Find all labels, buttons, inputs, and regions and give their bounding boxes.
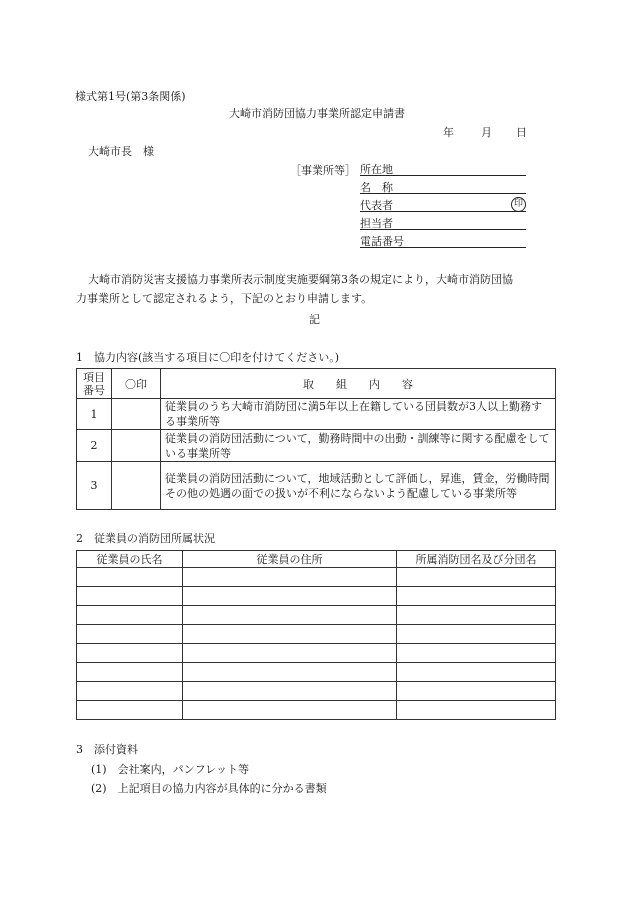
fire-unit-cell[interactable]	[397, 587, 556, 606]
fire-unit-cell[interactable]	[397, 568, 556, 587]
section1-heading: 1 協力内容(該当する項目に〇印を付けてください。)	[76, 351, 340, 364]
employee-name-cell[interactable]	[77, 663, 183, 682]
col-employee-address: 従業員の住所	[183, 551, 397, 568]
col-item-no	[77, 369, 112, 399]
employee-name-cell[interactable]	[77, 682, 183, 701]
applicant-field-representative[interactable]	[360, 197, 526, 212]
section2-heading: 2 従業員の消防団所属状況	[76, 532, 215, 545]
table-row	[77, 625, 556, 644]
employee-name-cell[interactable]	[77, 568, 183, 587]
fire-unit-cell[interactable]	[397, 606, 556, 625]
employee-address-cell[interactable]	[183, 663, 397, 682]
table-row	[77, 462, 556, 510]
employee-address-cell[interactable]	[183, 682, 397, 701]
fire-unit-cell[interactable]	[397, 625, 556, 644]
item-content: 従業員の消防団活動について，勤務時間中の出動・訓練等に関する配慮をしている事業所等	[161, 430, 556, 462]
date-day[interactable]: 日	[516, 126, 527, 139]
date-year[interactable]: 年	[443, 126, 454, 139]
field-label: 担当者	[360, 217, 393, 230]
employee-address-cell[interactable]	[183, 606, 397, 625]
body-line-2: 力事業所として認定されるよう，下記のとおり申請します。	[76, 292, 373, 305]
field-label: 電話番号	[360, 235, 404, 248]
applicant-field-phone[interactable]	[360, 233, 526, 248]
cooperation-table	[76, 368, 556, 510]
col-item-no-label: 項目 番号	[83, 370, 105, 397]
ki-mark: 記	[309, 313, 320, 326]
mark-cell[interactable]	[112, 399, 161, 430]
attachment-item: (2) 上記項目の協力内容が具体的に分かる書類	[91, 782, 327, 795]
form-number: 様式第1号(第3条関係)	[75, 90, 186, 103]
item-content: 従業員のうち大崎市消防団に満5年以上在籍している団員数が3人以上勤務する事業所等	[161, 399, 556, 430]
member-table	[76, 550, 556, 720]
document-title: 大崎市消防団協力事業所認定申請書	[229, 107, 405, 120]
body-line-1: 大崎市消防災害支援協力事業所表示制度実施要綱第3条の規定により，大崎市消防団協	[88, 273, 513, 286]
seal-mark: 印	[511, 197, 526, 212]
field-label: 名 称	[360, 181, 393, 194]
employee-name-cell[interactable]	[77, 625, 183, 644]
table-row	[77, 430, 556, 462]
employee-name-cell[interactable]	[77, 644, 183, 663]
section3-heading: 3 添付資料	[76, 743, 138, 756]
employee-address-cell[interactable]	[183, 625, 397, 644]
employee-address-cell[interactable]	[183, 701, 397, 720]
item-no: 3	[77, 462, 112, 510]
table-row	[77, 606, 556, 625]
field-label: 代表者	[360, 199, 393, 212]
employee-address-cell[interactable]	[183, 587, 397, 606]
table-row	[77, 701, 556, 720]
addressee: 大崎市長 様	[88, 145, 154, 158]
employee-name-cell[interactable]	[77, 701, 183, 720]
applicant-bracket: ［事業所等］	[290, 164, 356, 177]
item-no: 2	[77, 430, 112, 462]
table-row	[77, 568, 556, 587]
col-employee-name: 従業員の氏名	[77, 551, 183, 568]
item-content: 従業員の消防団活動について，地域活動として評価し，昇進，賃金，労働時間その他の処遇の面での扱いが不利にならないよう配慮している事業所等	[161, 462, 556, 510]
fire-unit-cell[interactable]	[397, 644, 556, 663]
applicant-field-address[interactable]	[360, 161, 526, 176]
employee-address-cell[interactable]	[183, 568, 397, 587]
table-row	[77, 587, 556, 606]
table-row	[77, 682, 556, 701]
applicant-field-contact[interactable]	[360, 215, 526, 230]
fire-unit-cell[interactable]	[397, 663, 556, 682]
col-content: 取 組 内 容	[161, 369, 556, 399]
employee-name-cell[interactable]	[77, 606, 183, 625]
employee-name-cell[interactable]	[77, 587, 183, 606]
field-label: 所在地	[360, 163, 393, 176]
applicant-field-name[interactable]	[360, 179, 526, 194]
mark-cell[interactable]	[112, 430, 161, 462]
attachment-item: (1) 会社案内，パンフレット等	[91, 763, 250, 776]
fire-unit-cell[interactable]	[397, 701, 556, 720]
mark-cell[interactable]	[112, 462, 161, 510]
col-fire-unit: 所属消防団名及び分団名	[397, 551, 556, 568]
employee-address-cell[interactable]	[183, 644, 397, 663]
table-row	[77, 644, 556, 663]
date-month[interactable]: 月	[481, 126, 492, 139]
item-no: 1	[77, 399, 112, 430]
table-row	[77, 399, 556, 430]
col-mark: 〇印	[112, 369, 161, 399]
fire-unit-cell[interactable]	[397, 682, 556, 701]
table-row	[77, 663, 556, 682]
